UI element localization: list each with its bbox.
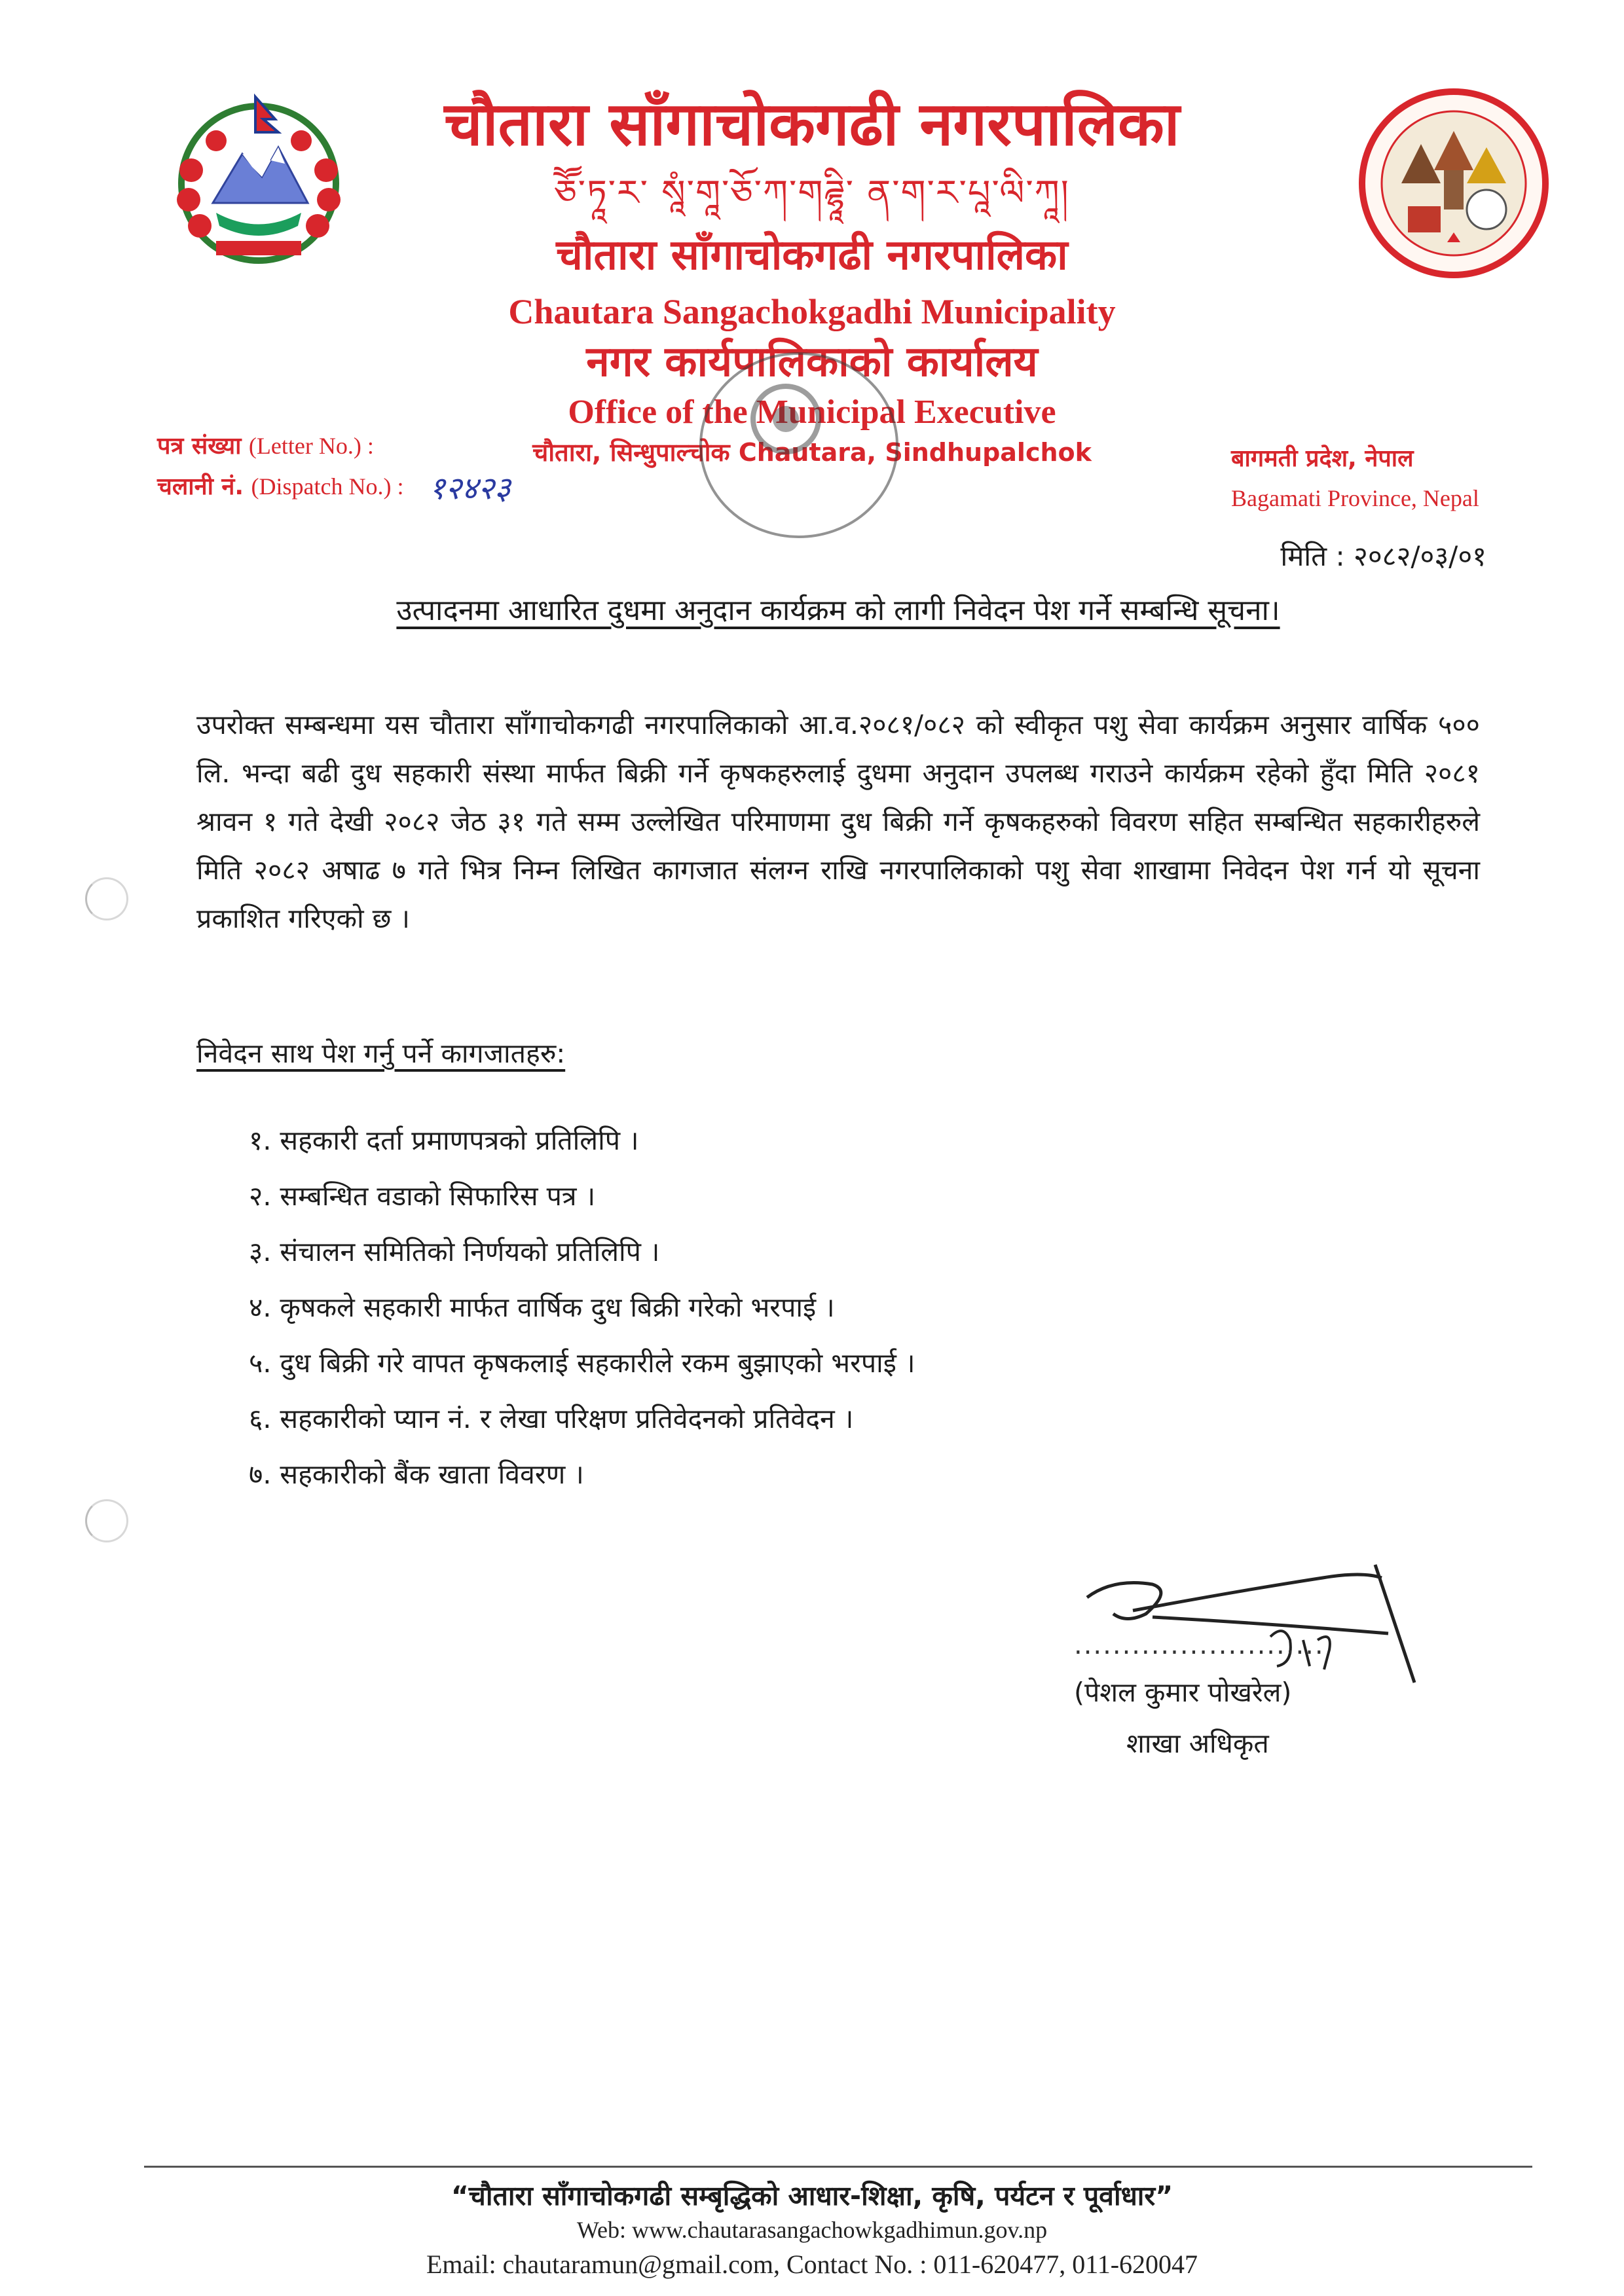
office-title-nepali: नगर कार्यपालिकाको कार्यालय bbox=[586, 338, 1038, 386]
signatory-title: शाखा अधिकृत bbox=[1126, 1728, 1269, 1759]
documents-list bbox=[249, 1113, 1428, 1503]
footer-contact: Email: chautaramun@gmail.com, Contact No. : 011-620477, 011-620047 bbox=[426, 2250, 1198, 2279]
office-title-english: Office of the Municipal Executive bbox=[568, 393, 1056, 431]
punch-hole bbox=[85, 877, 128, 920]
list-item: ६. सहकारीको प्यान नं. र लेखा परिक्षण प्रतिवेदनको प्रतिवेदन । bbox=[249, 1403, 854, 1434]
office-address: चौतारा, सिन्धुपाल्चोक Chautara, Sindhupalchok bbox=[532, 438, 1092, 467]
footer-divider bbox=[144, 2166, 1532, 2168]
dispatch-number-label: चलानी नं. (Dispatch No.) : bbox=[157, 473, 404, 500]
office-stamp bbox=[688, 340, 910, 550]
list-item: ४. कृषकले सहकारी मार्फत वार्षिक दुध बिक्री गरेको भरपाई । bbox=[249, 1292, 835, 1323]
notice-subject: उत्पादनमा आधारित दुधमा अनुदान कार्यक्रम को लागी निवेदन पेश गर्ने सम्बन्धि सूचना। bbox=[396, 594, 1280, 627]
list-item: ३. संचालन समितिको निर्णयको प्रतिलिपि । bbox=[249, 1236, 660, 1267]
municipality-seal-logo bbox=[1356, 85, 1552, 282]
municipality-title-tibetan: ཅཽ་ཏཱ་ར་ སཱཾ་གཱ་ཅོ་ཀ་གཌྷཱི་ ན་ག་ར་པཱ་ལི་ཀཱ། bbox=[554, 172, 1070, 213]
signature-block bbox=[1074, 1558, 1401, 1761]
documents-heading: निवेदन साथ पेश गर्नु पर्ने कागजातहरु: bbox=[196, 1038, 566, 1069]
list-item: १. सहकारी दर्ता प्रमाणपत्रको प्रतिलिपि । bbox=[249, 1125, 639, 1156]
notice-body: उपरोक्त सम्बन्धमा यस चौतारा साँगाचोकगढी नगरपालिकाको आ.व.२०८१/०८२ को स्वीकृत पशु सेवा कार्यक्रम अनुसार वार्षिक ५०० लि. भन्दा बढी दुध सहकारी संस्था मार्फत बिक्री गर्ने कृषकहरुलाई दुधमा अनुदान उपलब्ध गराउने कार्यक्रम रहेको हुँदा मिति २०८१ श्रावन १ गते देखी २०८२ जेठ ३१ गते सम्म उल्लेखित परिमाणमा दुध बिक्री गर्ने कृषकहरुको विवरण सहित सम्बन्धित सहकारीहरुले मिति २०८२ अषाढ ७ गते भित्र निम्न लिखित कागजात संलग्न राखि नगरपालिकाको पशु सेवा शाखामा निवेदन पेश गर्न यो सूचना प्रकाशित गरिएको छ । bbox=[196, 709, 1480, 934]
province-english: Bagamati Province, Nepal bbox=[1231, 485, 1479, 511]
signature-line: .......................... bbox=[1074, 1630, 1325, 1660]
municipality-title-english: Chautara Sangachokgadhi Municipality bbox=[508, 292, 1116, 331]
municipality-title-newari: चौतारा साँगाचोकगढी नगरपालिका bbox=[556, 231, 1068, 280]
list-item: ७. सहकारीको बैंक खाता विवरण । bbox=[249, 1459, 584, 1490]
province-nepali: बागमती प्रदेश, नेपाल bbox=[1231, 445, 1414, 472]
footer-website: Web: www.chautarasangachowkgadhimun.gov.np bbox=[576, 2217, 1048, 2243]
list-item: २. सम्बन्धित वडाको सिफारिस पत्र । bbox=[249, 1180, 596, 1212]
letter-date: मिति : २०८२/०३/०१ bbox=[1280, 540, 1486, 572]
signatory-name: (पेशल कुमार पोखरेल) bbox=[1074, 1677, 1292, 1708]
punch-hole bbox=[85, 1499, 128, 1542]
footer-slogan: “चौतारा साँगाचोकगढी सम्बृद्धिको आधार-शिक्षा, कृषि, पर्यटन र पूर्वाधार” bbox=[451, 2180, 1173, 2212]
nepal-emblem-logo bbox=[157, 79, 360, 268]
dispatch-number-value: १२४२३ bbox=[429, 470, 511, 507]
letter-number-label: पत्र संख्या (Letter No.) : bbox=[157, 433, 374, 460]
municipality-title-nepali: चौतारा साँगाचोकगढी नगरपालिका bbox=[444, 89, 1180, 159]
list-item: ५. दुध बिक्री गरे वापत कृषकलाई सहकारीले रकम बुझाएको भरपाई । bbox=[249, 1347, 915, 1379]
